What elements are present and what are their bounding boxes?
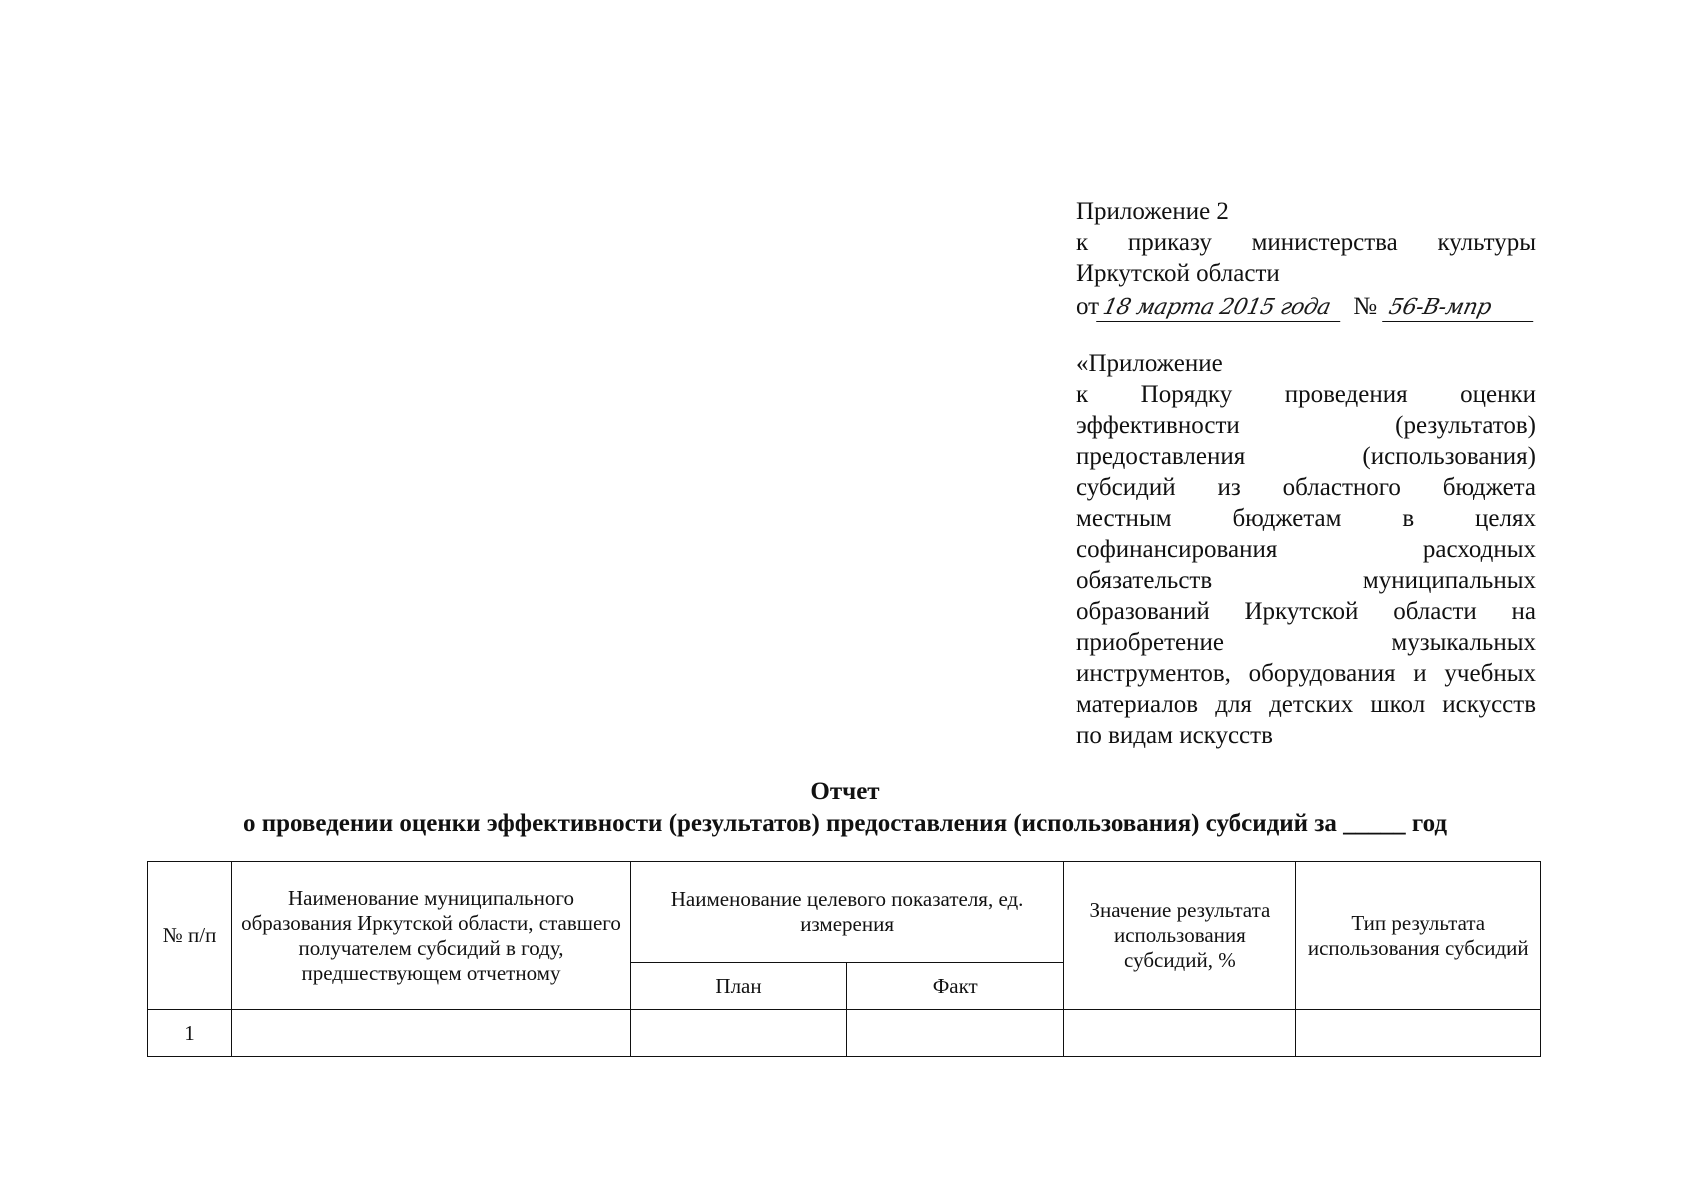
order-appendix-line: предоставления (использования) [1076,443,1536,470]
order-appendix-line: обязательств муниципальных [1076,567,1536,594]
header-indicator: Наименование целевого показателя, ед. измерения [630,862,1063,963]
table-header-row [148,862,1541,963]
report-table [147,861,1541,1057]
order-appendix-title: «Приложение [1076,350,1223,377]
order-appendix-line: софинансирования расходных [1076,536,1536,563]
order-appendix-line: к Порядку проведения оценки [1076,381,1536,408]
appendix-line-1: к приказу министерства культуры [1076,229,1536,256]
order-appendix-line: инструментов, оборудования и учебных [1076,660,1536,687]
cell-value [1064,1010,1296,1057]
order-appendix-block [1076,348,1536,751]
header-num: № п/п [148,862,232,1010]
order-appendix-line: по видам искусств [1076,722,1273,749]
order-appendix-line: приобретение музыкальных [1076,629,1536,656]
order-appendix-line: субсидий из областного бюджета [1076,474,1536,501]
appendix-date-line [1076,291,1536,322]
order-appendix-line: образований Иркутской области на [1076,598,1536,625]
handwritten-date: 18 марта 2015 года [1096,295,1346,322]
appendix-title: Приложение 2 [1076,198,1229,225]
order-appendix-line: эффективности (результатов) [1076,412,1536,439]
table-row [148,1010,1541,1057]
report-title: Отчет [810,778,880,805]
handwritten-number: 56-В-мпр [1382,295,1539,322]
cell-fact [847,1010,1064,1057]
appendix-line-2: Иркутской области [1076,260,1280,287]
cell-municipality [232,1010,631,1057]
header-plan: План [630,963,846,1010]
number-sign: № [1353,293,1378,320]
order-appendix-line: местным бюджетам в целях [1076,505,1536,532]
header-value: Значение результата использования субсидий, % [1064,862,1296,1010]
cell-num: 1 [148,1010,232,1057]
cell-plan [630,1010,846,1057]
header-municipality: Наименование муниципального образования Иркутской области, ставшего получателем субсидий в году, предшествующем отчетному [232,862,631,1010]
date-prefix: от [1076,293,1100,320]
report-subtitle: о проведении оценки эффективности (результатов) предоставления (использования) субсидий за _____ год [242,810,1448,837]
header-type: Тип результата использования субсидий [1296,862,1541,1010]
appendix-block [1076,196,1536,751]
header-fact: Факт [847,963,1064,1010]
cell-type [1296,1010,1541,1057]
order-appendix-line: материалов для детских школ искусств [1076,691,1536,718]
